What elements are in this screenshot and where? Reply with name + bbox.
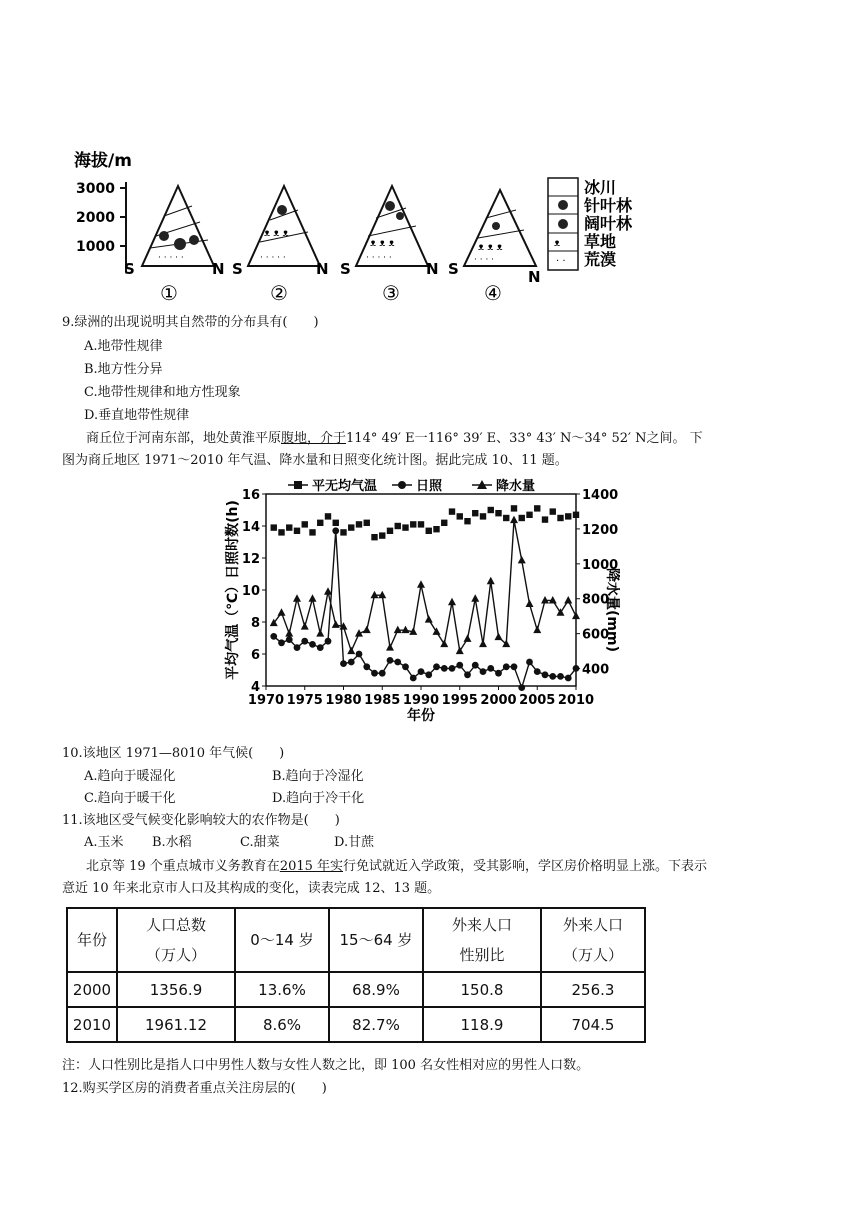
sunshine-point — [394, 659, 401, 666]
precip-point — [347, 647, 355, 655]
temp-point — [573, 512, 579, 518]
zone-triangle-4 — [464, 190, 536, 266]
intro-beijing-line2: 意近 10 年来北京市人口及其构成的变化，读表完成 12、13 题。 — [62, 881, 441, 896]
precip-point — [518, 556, 526, 564]
table-cell: 118.9 — [423, 1007, 541, 1042]
y-right-tick-label: 1400 — [582, 488, 619, 503]
table-cell: 1356.9 — [117, 972, 235, 1007]
temp-point — [302, 521, 308, 527]
temp-point — [356, 521, 362, 527]
side-label-n1: N — [212, 260, 225, 278]
side-label-s3: S — [340, 260, 351, 278]
sunshine-point — [472, 662, 479, 669]
climate-chart — [220, 474, 620, 736]
precip-point — [417, 580, 425, 588]
sunshine-point — [480, 668, 487, 675]
sunshine-point — [511, 663, 518, 670]
temp-point — [480, 513, 486, 519]
sunshine-point — [526, 659, 533, 666]
side-label-n2: N — [316, 260, 329, 278]
temp-point — [364, 520, 370, 526]
sunshine-point — [402, 663, 409, 670]
header-age-0-14: 0～14 岁 — [235, 908, 329, 972]
sunshine-point — [456, 662, 463, 669]
legend-broadleaf: 阔叶林 — [584, 214, 633, 233]
y-right-axis-title: 降水量(mm) — [604, 568, 620, 652]
x-tick-label: 1990 — [402, 693, 440, 708]
temp-point — [519, 515, 525, 521]
sunshine-point — [309, 641, 316, 648]
legend-label: 降水量 — [496, 479, 536, 494]
sunshine-point — [534, 668, 541, 675]
zone-triangle-2 — [248, 186, 320, 266]
q10-option-b: B.趋向于冷湿化 — [272, 769, 364, 784]
q9-option-b: B.地方性分异 — [84, 362, 163, 377]
precip-point — [309, 594, 317, 602]
precip-point — [301, 622, 309, 630]
precip-point — [363, 626, 371, 634]
side-label-s2: S — [232, 260, 243, 278]
population-table — [66, 907, 646, 1043]
precip-point — [278, 608, 286, 616]
sunshine-point — [379, 670, 386, 677]
table-row — [67, 972, 645, 1007]
x-tick-label: 2010 — [557, 693, 595, 708]
temp-point — [371, 534, 377, 540]
precip-point — [402, 626, 410, 634]
sunshine-point — [387, 657, 394, 664]
precip-point — [464, 634, 472, 642]
precip-point — [324, 587, 332, 595]
sunshine-point — [325, 638, 332, 645]
temp-point — [410, 521, 416, 527]
temp-point — [557, 515, 563, 521]
precip-point — [541, 596, 549, 604]
sunshine-point — [348, 659, 355, 666]
table-cell: 82.7% — [329, 1007, 423, 1042]
temp-point — [441, 520, 447, 526]
precip-point — [448, 598, 456, 606]
legend-conifer: 针叶林 — [584, 196, 633, 215]
x-axis-title: 年份 — [407, 708, 435, 724]
precip-point — [479, 640, 487, 648]
x-tick-label: 1975 — [286, 693, 323, 708]
precip-point — [293, 594, 301, 602]
precip-point — [572, 612, 580, 620]
altitude-tick-3000: 3000 — [76, 181, 115, 197]
triangle-label-1: ① — [160, 281, 178, 305]
x-tick-label: 2005 — [519, 693, 556, 708]
zone-legend — [548, 178, 633, 270]
precip-point — [471, 594, 479, 602]
header-total: 人口总数 （万人） — [117, 908, 235, 972]
temp-point — [294, 528, 300, 534]
q10-stem: 10.该地区 1971—8010 年气候( ) — [62, 746, 285, 761]
sunshine-point — [356, 651, 363, 658]
intro-shangqiu-line2: 图为商丘地区 1971～2010 年气温、降水量和日照变化统计图。据此完成 10、11 题。 — [62, 453, 568, 468]
q11-option-d: D.甘蔗 — [334, 835, 375, 850]
temp-point — [418, 521, 424, 527]
triangle-label-4: ④ — [484, 281, 502, 305]
y-right-tick-label: 1200 — [582, 522, 619, 538]
precip-point — [510, 516, 518, 524]
temp-point — [542, 516, 548, 522]
q10-option-c: C.趋向于暖干化 — [84, 791, 176, 806]
temp-point — [402, 524, 408, 530]
precip-point — [394, 626, 402, 634]
temp-point — [286, 524, 292, 530]
altitude-tick-1000: 1000 — [76, 239, 115, 255]
q11-stem: 11.该地区受气候变化影响较大的农作物是( ) — [62, 813, 340, 828]
y-left-tick-label: 16 — [241, 488, 260, 503]
header-year: 年份 — [67, 908, 117, 972]
legend-glacier: 冰川 — [584, 178, 617, 197]
table-cell: 1961.12 — [117, 1007, 235, 1042]
side-label-n4: N — [528, 268, 541, 286]
altitude-zone-figure — [60, 140, 660, 310]
precip-point — [526, 599, 534, 607]
x-tick-label: 1970 — [247, 693, 285, 708]
temp-point — [309, 529, 315, 535]
sunshine-point — [542, 671, 549, 678]
sunshine-point — [418, 668, 425, 675]
svg-text:ᴥ: ᴥ — [554, 238, 561, 249]
temp-point — [395, 523, 401, 529]
precip-point — [378, 591, 386, 599]
legend-circle-marker — [398, 481, 406, 489]
sunshine-point — [464, 671, 471, 678]
side-label-s4: S — [448, 260, 459, 278]
zone-triangle-3 — [356, 186, 428, 266]
legend-square-marker — [294, 481, 302, 489]
legend-label: 日照 — [416, 479, 443, 494]
svg-text:ᴥ ᴥ ᴥ: ᴥ ᴥ ᴥ — [478, 242, 503, 253]
x-tick-label: 2000 — [480, 693, 517, 708]
triangle-label-2: ② — [270, 281, 288, 305]
side-label-n3: N — [426, 260, 439, 278]
temp-point — [449, 508, 455, 514]
table-note: 注：人口性别比是指人口中男性人数与女性人数之比，即 100 名女性相对应的男性人口数。 — [62, 1058, 590, 1073]
temp-point — [565, 513, 571, 519]
legend-desert: 荒漠 — [584, 250, 617, 269]
q9-option-a: A.地带性规律 — [84, 339, 163, 354]
table-cell: 2000 — [67, 972, 117, 1007]
sunshine-point — [441, 665, 448, 672]
precip-point — [564, 596, 572, 604]
q9-option-c: C.地带性规律和地方性现象 — [84, 385, 241, 400]
temp-point — [488, 507, 494, 513]
temp-point — [495, 510, 501, 516]
sunshine-point — [503, 663, 510, 670]
y-left-tick-label: 4 — [250, 680, 260, 695]
q11-option-b: B.水稻 — [152, 835, 192, 850]
sunshine-point — [487, 665, 494, 672]
q10-option-a: A.趋向于暖湿化 — [84, 769, 176, 784]
precip-point — [371, 591, 379, 599]
header-migrant-count: 外来人口 （万人） — [541, 908, 645, 972]
y-left-tick-label: 8 — [250, 616, 260, 631]
temp-point — [534, 505, 540, 511]
x-tick-label: 1985 — [364, 693, 401, 708]
temp-point — [503, 515, 509, 521]
sunshine-point — [549, 673, 556, 680]
sunshine-point — [573, 665, 580, 672]
legend-label: 平无均气温 — [312, 479, 378, 494]
table-cell: 68.9% — [329, 972, 423, 1007]
temp-point — [317, 520, 323, 526]
table-cell: 2010 — [67, 1007, 117, 1042]
precip-point — [495, 633, 503, 641]
q9-option-d: D.垂直地带性规律 — [84, 408, 190, 423]
altitude-axis-label: 海拔/m — [74, 151, 132, 171]
y-right-tick-label: 400 — [582, 662, 610, 678]
temp-point — [348, 524, 354, 530]
table-cell: 256.3 — [541, 972, 645, 1007]
precip-point — [285, 629, 293, 637]
sunshine-point — [270, 633, 277, 640]
table-cell: 704.5 — [541, 1007, 645, 1042]
temp-point — [387, 528, 393, 534]
sunshine-point — [363, 663, 370, 670]
temp-point — [333, 520, 339, 526]
svg-text:· · · · ·: · · · · · — [366, 253, 392, 263]
temp-point — [433, 526, 439, 532]
sunshine-point — [449, 665, 456, 672]
intro-shangqiu-line1: 商丘位于河南东部，地处黄淮平原腹地，介于114° 49′ E一116° 39′ E、33° 43′ N～34° 52′ N之间。 下 — [86, 431, 703, 446]
y-left-tick-label: 14 — [241, 520, 260, 535]
y-right-tick-label: 1000 — [582, 557, 619, 573]
precip-point — [316, 629, 324, 637]
q11-option-a: A.玉米 — [84, 835, 124, 850]
temp-point — [379, 532, 385, 538]
sunshine-point — [294, 644, 301, 651]
table-header-row — [67, 908, 645, 972]
svg-text:· · · ·: · · · · — [474, 255, 495, 265]
temp-point — [464, 518, 470, 524]
q10-option-d: D.趋向于冷干化 — [272, 791, 365, 806]
q12-stem: 12.购买学区房的消费者重点关注房层的( ) — [62, 1081, 327, 1096]
table-cell: 150.8 — [423, 972, 541, 1007]
svg-text:· · · · ·: · · · · · — [260, 253, 286, 263]
temp-point — [271, 524, 277, 530]
temp-point — [550, 508, 556, 514]
temp-point — [511, 505, 517, 511]
temp-point — [278, 529, 284, 535]
sunshine-point — [278, 639, 285, 646]
sunshine-point — [425, 671, 432, 678]
header-age-15-64: 15～64 岁 — [329, 908, 423, 972]
table-row — [67, 1007, 645, 1042]
sunshine-point — [410, 675, 417, 682]
table-cell: 13.6% — [235, 972, 329, 1007]
sunshine-point — [565, 675, 572, 682]
sunshine-point — [332, 527, 339, 534]
precip-point — [549, 596, 557, 604]
temp-point — [457, 513, 463, 519]
sunshine-point — [286, 636, 293, 643]
y-right-tick-label: 800 — [582, 592, 610, 608]
precip-point — [386, 643, 394, 651]
precip-point — [533, 626, 541, 634]
temp-point — [526, 512, 532, 518]
precip-point — [487, 577, 495, 585]
altitude-tick-2000: 2000 — [76, 210, 115, 226]
sunshine-point — [518, 684, 525, 691]
svg-text:ᴥ ᴥ ᴥ: ᴥ ᴥ ᴥ — [264, 228, 289, 239]
triangle-label-3: ③ — [382, 281, 400, 305]
temp-point — [426, 528, 432, 534]
y-left-tick-label: 12 — [241, 552, 260, 567]
sunshine-point — [495, 670, 502, 677]
y-left-axis-title: 平均气温（℃）日照时数(h) — [225, 500, 241, 680]
table-cell: 8.6% — [235, 1007, 329, 1042]
svg-text:ᴥ ᴥ ᴥ: ᴥ ᴥ ᴥ — [370, 238, 395, 249]
x-tick-label: 1995 — [441, 693, 478, 708]
sunshine-point — [340, 660, 347, 667]
temp-point — [325, 513, 331, 519]
side-label-s1: S — [124, 260, 135, 278]
intro-beijing-line1: 北京等 19 个重点城市义务教育在2015 年实行免试就近入学政策，受其影响，学区房价格明显上涨。下表示 — [86, 859, 708, 874]
q9-stem: 9.绿洲的出现说明其自然带的分布具有( ) — [62, 315, 319, 330]
sunshine-point — [371, 670, 378, 677]
header-migrant-sex-ratio: 外来人口 性别比 — [423, 908, 541, 972]
svg-text:· · · · ·: · · · · · — [158, 253, 184, 263]
y-left-tick-label: 6 — [250, 648, 260, 663]
sunshine-point — [301, 638, 308, 645]
x-tick-label: 1980 — [325, 693, 362, 708]
precip-point — [425, 615, 433, 623]
y-right-tick-label: 600 — [582, 627, 610, 643]
sunshine-point — [433, 663, 440, 670]
sunshine-point — [317, 644, 324, 651]
q11-option-c: C.甜菜 — [240, 835, 280, 850]
svg-text:· ·: · · — [556, 256, 566, 267]
legend-grassland: 草地 — [584, 232, 617, 251]
y-left-tick-label: 10 — [241, 584, 260, 599]
temp-point — [340, 529, 346, 535]
sunshine-point — [557, 673, 564, 680]
temp-point — [472, 510, 478, 516]
zone-triangle-1 — [142, 186, 214, 266]
precip-point — [332, 620, 340, 628]
